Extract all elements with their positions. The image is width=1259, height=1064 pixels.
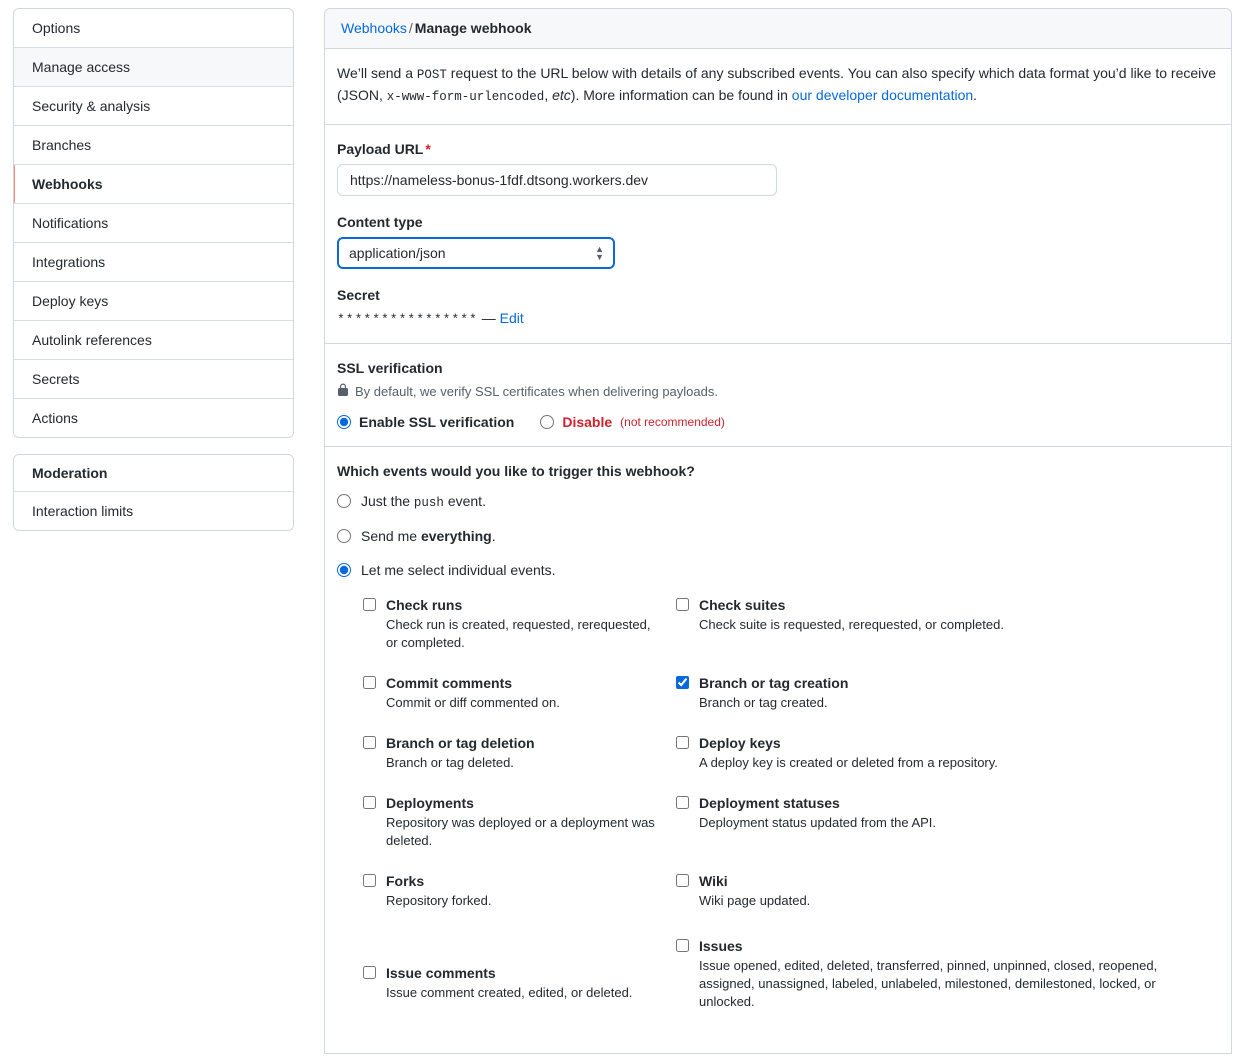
breadcrumb-parent-link[interactable]: Webhooks [341, 20, 407, 36]
webhook-form-panel [324, 8, 1232, 1054]
sidebar-item-actions[interactable] [14, 399, 293, 437]
secret-edit-link[interactable]: Edit [499, 309, 524, 326]
event-checkbox[interactable] [676, 674, 689, 712]
event-wiki[interactable] [676, 872, 1219, 910]
branch-or-tag-creation-checkbox[interactable] [676, 676, 689, 689]
event-issue-comments[interactable] [363, 932, 676, 1011]
event-mode-everything-bold: everything [420, 527, 492, 544]
event-branch-or-tag-creation[interactable] [676, 674, 1219, 712]
event-mode-push-label [361, 493, 486, 510]
event-mode-everything-label [361, 528, 496, 544]
ssl-note-text: By default, we verify SSL certificates when delivering payloads. [355, 383, 718, 399]
sidebar-item-webhooks[interactable] [14, 165, 293, 204]
event-mode-push[interactable] [337, 493, 1219, 510]
breadcrumb-current: Manage webhook [414, 20, 532, 36]
content-type-select[interactable] [337, 237, 615, 269]
intro-part5: . [973, 87, 978, 104]
event-description: Deployment status updated from the API. [699, 814, 937, 830]
event-description: Repository forked. [386, 892, 492, 908]
sidebar-item-label: Options [32, 20, 81, 36]
sidebar-item-label: Actions [32, 410, 78, 426]
event-deployments[interactable] [363, 794, 676, 850]
ssl-verification-title: SSL verification [337, 359, 443, 376]
sidebar-item-label: Notifications [32, 215, 109, 231]
event-mode-push-suffix: event. [443, 492, 486, 509]
ssl-enable-radio[interactable] [337, 415, 351, 429]
event-checkbox-grid [363, 596, 1219, 1033]
event-description: Wiki page updated. [699, 892, 811, 908]
event-name: Deploy keys [699, 734, 781, 751]
event-description: A deploy key is created or deleted from a repository. [699, 754, 998, 770]
event-mode-push-radio[interactable] [337, 494, 351, 508]
ssl-radio-group [337, 414, 1219, 430]
webhook-settings-section [325, 125, 1231, 344]
ssl-disable-radio[interactable] [540, 415, 554, 429]
event-description: Commit or diff commented on. [386, 694, 560, 710]
sidebar-item-integrations[interactable] [14, 243, 293, 282]
payload-url-label-text: Payload URL [337, 140, 424, 157]
content-type-select-wrapper [337, 237, 615, 269]
event-checkbox[interactable] [363, 872, 376, 910]
secret-dash: — [481, 309, 496, 326]
secret-masked-value: **************** [337, 311, 478, 327]
event-description: Repository was deployed or a deployment was deleted. [386, 814, 655, 848]
ssl-disable-label: Disable [562, 413, 613, 430]
event-name: Branch or tag creation [699, 674, 849, 691]
events-title: Which events would you like to trigger this webhook? [337, 462, 695, 479]
intro-part2: request to the URL below with details of any subscribed events. You can also specify which data format you’d like to receive (JSON, [337, 65, 1217, 104]
commit-comments-checkbox[interactable] [363, 676, 376, 689]
event-checkbox[interactable] [363, 596, 376, 652]
event-mode-everything-suffix: . [491, 527, 496, 544]
payload-url-label [337, 141, 1219, 157]
branch-or-tag-deletion-checkbox[interactable] [363, 736, 376, 749]
event-name: Wiki [699, 872, 728, 889]
event-name: Forks [386, 872, 425, 889]
event-description: Branch or tag deleted. [386, 754, 514, 770]
event-mode-push-prefix: Just the [361, 492, 414, 509]
event-name: Check runs [386, 596, 463, 613]
breadcrumb-separator: / [408, 20, 413, 36]
forks-checkbox[interactable] [363, 874, 376, 887]
intro-italic-etc: etc [552, 87, 571, 104]
intro-code-urlencoded: x-www-form-urlencoded [386, 90, 545, 105]
event-checkbox[interactable] [676, 794, 689, 850]
sidebar-item-manage-access[interactable] [14, 48, 293, 87]
sidebar-item-label: Secrets [32, 371, 80, 387]
payload-url-input[interactable] [337, 164, 777, 196]
moderation-header: Moderation [14, 455, 293, 492]
event-name: Issue comments [386, 964, 496, 981]
event-check-suites[interactable] [676, 596, 1219, 652]
event-description: Issue opened, edited, deleted, transferred, pinned, unpinned, closed, reopened, assigned, unassigned, labeled, unlabeled, milestoned, demilestoned, locked, or unlocked. [699, 957, 1158, 1009]
event-mode-push-code: push [413, 495, 444, 510]
sidebar-item-label: Autolink references [32, 332, 152, 348]
event-mode-individual-label: Let me select individual events. [361, 561, 556, 578]
settings-sidebar [13, 8, 294, 531]
intro-text [325, 49, 1231, 125]
event-mode-individual[interactable] [337, 562, 1219, 578]
event-checkbox[interactable] [676, 734, 689, 772]
event-description: Branch or tag created. [699, 694, 828, 710]
ssl-enable-option[interactable] [337, 414, 514, 430]
event-name: Check suites [699, 596, 786, 613]
event-deployment-statuses[interactable] [676, 794, 1219, 850]
event-forks[interactable] [363, 872, 676, 910]
sidebar-item-notifications[interactable] [14, 204, 293, 243]
event-name: Deployment statuses [699, 794, 840, 811]
sidebar-item-interaction-limits[interactable] [14, 492, 293, 530]
chevron-updown-icon: ▲ ▼ [595, 243, 604, 262]
event-checkbox[interactable] [676, 872, 689, 910]
event-name: Deployments [386, 794, 474, 811]
intro-part3: , [544, 87, 553, 104]
required-marker: * [425, 140, 431, 157]
events-section [325, 447, 1231, 1053]
event-checkbox[interactable] [676, 937, 689, 1011]
event-checkbox[interactable] [676, 596, 689, 652]
event-name: Issues [699, 937, 743, 954]
ssl-verification-section [325, 344, 1231, 447]
event-checkbox[interactable] [363, 964, 376, 1011]
sidebar-item-security-analysis[interactable] [14, 87, 293, 126]
sidebar-item-label: Webhooks [32, 176, 103, 192]
event-name: Branch or tag deletion [386, 734, 535, 751]
deploy-keys-checkbox[interactable] [676, 736, 689, 749]
sidebar-item-label: Deploy keys [32, 293, 109, 309]
event-mode-everything[interactable] [337, 528, 1219, 544]
event-check-runs[interactable] [363, 596, 676, 652]
ssl-disable-option[interactable] [540, 414, 725, 430]
issues-checkbox[interactable] [676, 939, 689, 952]
ssl-disable-note: (not recommended) [620, 414, 725, 429]
event-description: Issue comment created, edited, or deleted. [386, 984, 633, 1000]
sidebar-item-secrets[interactable] [14, 360, 293, 399]
deployments-checkbox[interactable] [363, 796, 376, 809]
sidebar-item-branches[interactable] [14, 126, 293, 165]
check-runs-checkbox[interactable] [363, 598, 376, 611]
breadcrumb [325, 9, 1231, 49]
sidebar-item-label: Branches [32, 137, 92, 153]
secret-label: Secret [337, 286, 380, 303]
secret-row [337, 310, 1219, 327]
ssl-enable-label: Enable SSL verification [359, 413, 515, 430]
panel [324, 8, 1232, 1054]
moderation-menu [13, 454, 294, 531]
lock-icon [337, 383, 349, 400]
event-description: Check suite is requested, rerequested, or completed. [699, 616, 1004, 632]
event-mode-individual-radio[interactable] [337, 563, 351, 577]
ssl-note [337, 383, 1219, 400]
event-commit-comments[interactable] [363, 674, 676, 712]
event-checkbox[interactable] [363, 794, 376, 850]
content-type-label: Content type [337, 213, 423, 230]
event-checkbox[interactable] [363, 674, 376, 712]
settings-menu [13, 8, 294, 438]
event-mode-everything-prefix: Send me [361, 527, 421, 544]
event-mode-everything-radio[interactable] [337, 529, 351, 543]
sidebar-item-label: Integrations [32, 254, 106, 270]
intro-part4: ). More information can be found in [570, 87, 792, 104]
intro-part1: We’ll send a [337, 65, 417, 81]
event-description: Check run is created, requested, rerequested, or completed. [386, 616, 651, 650]
sidebar-item-label: Security & analysis [32, 98, 151, 114]
event-deploy-keys[interactable] [676, 734, 1219, 772]
sidebar-item-label: Manage access [32, 59, 131, 75]
issue-comments-checkbox[interactable] [363, 966, 376, 979]
event-issues[interactable] [676, 932, 1219, 1011]
sidebar-item-deploy-keys[interactable] [14, 282, 293, 321]
event-branch-or-tag-deletion[interactable] [363, 734, 676, 772]
deployment-statuses-checkbox[interactable] [676, 796, 689, 809]
check-suites-checkbox[interactable] [676, 598, 689, 611]
sidebar-item-label: Interaction limits [32, 503, 134, 519]
developer-documentation-link[interactable]: our developer documentation [791, 87, 974, 104]
intro-code-post: POST [416, 68, 447, 82]
sidebar-item-options[interactable] [14, 9, 293, 48]
wiki-checkbox[interactable] [676, 874, 689, 887]
sidebar-item-autolink-references[interactable] [14, 321, 293, 360]
event-name: Commit comments [386, 674, 513, 691]
event-checkbox[interactable] [363, 734, 376, 772]
